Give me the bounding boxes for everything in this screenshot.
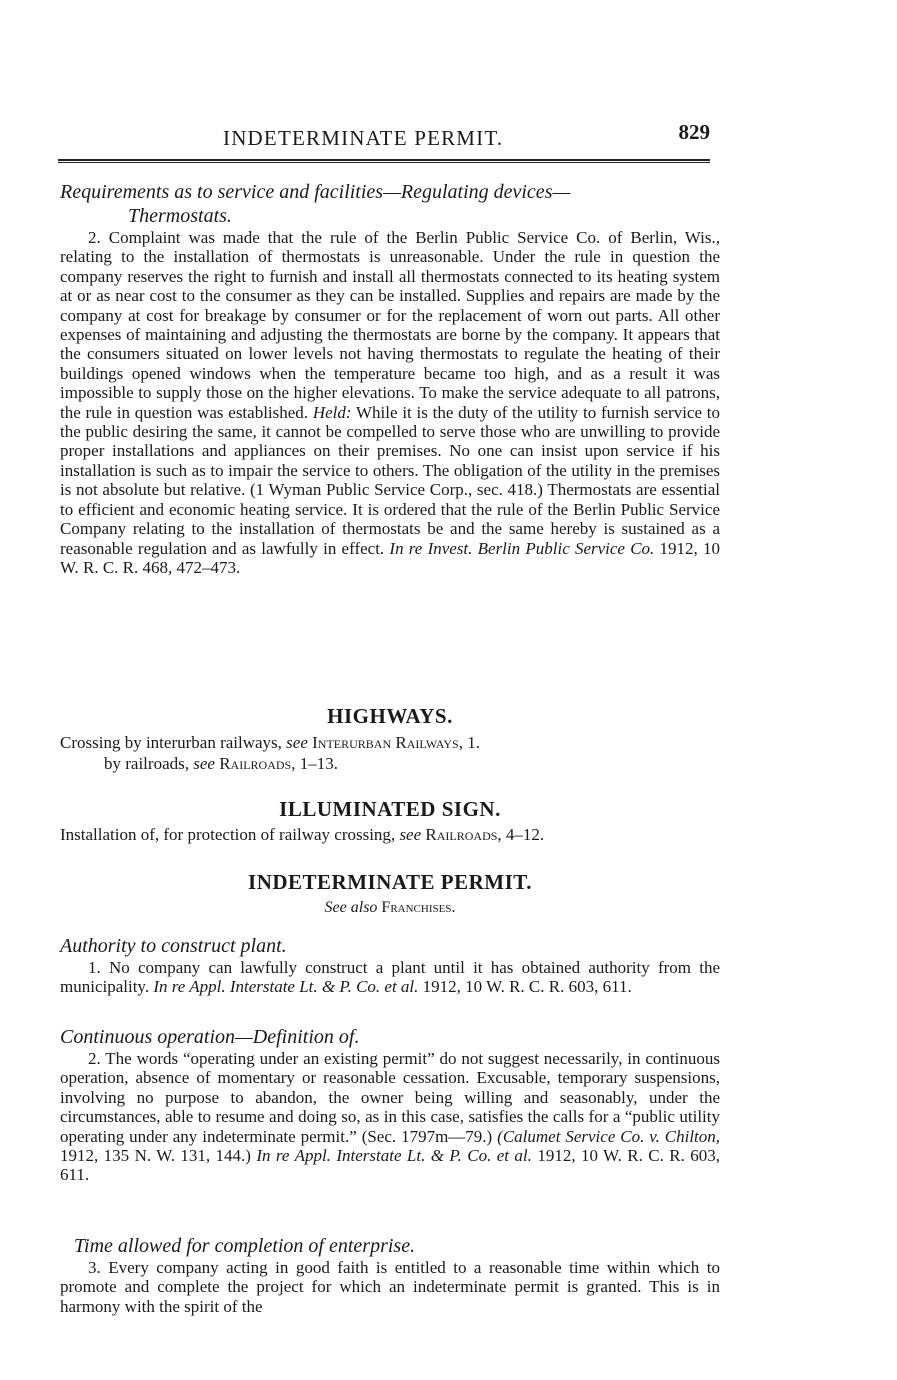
see-label: see — [286, 733, 308, 752]
paragraph-text: 2. The words “operating under an existing permit” do not suggest necessarily, in continuous operation, absence of momentary or reasonable cessation. Excusable, temporary suspensions, involving no purpose to abandon, the owner being willing and seasonably, under the circumstances, able to resume and doing so, as in this case, satisfies the calls for a “public utility operating under any indeterminate permit.” (Sec. 1797m—79.) — [60, 1049, 720, 1146]
see-also-line — [60, 899, 720, 917]
illuminated-entry-1 — [60, 824, 720, 845]
citation-1-rest: 1912, 135 N. W. 131, 144.) — [60, 1146, 251, 1166]
see-label: see — [399, 825, 422, 844]
cross-reference: Railroads — [425, 825, 498, 844]
highways-entry-2 — [60, 753, 720, 774]
entry-text: by railroads, — [104, 754, 189, 773]
paragraph-text: 2. Complaint was made that the rule of the Berlin Public Service Co. of Berlin, Wis., relating to the installation of thermostats is unreasonable. Under the rule in question the company reserves the right to furnish and install all thermostats connected to its heating system at or as near cost to the consumer as they can be installed. Supplies and repairs are made by the company at cost for breakage by consumer or for the replacement of worn out parts. All other expenses of maintaining and adjusting the thermostats are borne by the company. It appears that the consumers situated on lower levels not having thermostats to regulate the heating of their buildings opened windows when the temperature became too high, and as a result it was impossible to supply those on the higher elevations. To make the service adequate to all patrons, the rule in question was established. — [60, 228, 720, 422]
held-label: Held: — [312, 402, 352, 422]
paragraph-2b — [60, 1049, 720, 1185]
entry-text: Installation of, for protection of railway crossing, — [60, 825, 396, 844]
heading-illuminated-sign: ILLUMINATED SIGN. — [279, 797, 501, 821]
reference-number: , 1. — [458, 733, 480, 752]
illuminated-entries — [60, 824, 720, 845]
section-title: Authority to construct plant. — [60, 935, 287, 957]
running-title: INDETERMINATE PERMIT. — [223, 126, 504, 150]
header-rule — [58, 159, 710, 163]
section-authority — [60, 934, 720, 997]
see-also-label: See also — [324, 899, 378, 916]
citation-rest: 1912, 10 W. R. C. R. 603, 611. — [422, 977, 632, 997]
heading-indeterminate-permit: INDETERMINATE PERMIT. — [248, 870, 532, 894]
citation-1-italic: (Calumet Service Co. v. Chilton, — [497, 1126, 721, 1146]
section-title: Continuous operation—Definition of. — [60, 1026, 360, 1048]
paragraph-1 — [60, 958, 720, 997]
section-title-line2: Thermostats. — [128, 205, 232, 227]
citation-2-italic: In re Appl. Interstate Lt. & P. Co. et al. — [256, 1146, 532, 1166]
page-number: 829 — [678, 120, 710, 144]
reference-number: , 4–12. — [497, 825, 545, 844]
paragraph-text: 3. Every company acting in good faith is entitled to a reasonable time within which to promote and complete the project for which an indeterminate permit is granted. This is in harmony with the spirit of the — [60, 1258, 720, 1316]
paragraph-2 — [60, 228, 720, 577]
paragraph-3 — [60, 1258, 720, 1316]
citation-italic: In re Appl. Interstate Lt. & P. Co. et al. — [153, 977, 419, 997]
paragraph-text-2: While it is the duty of the utility to furnish service to the public desiring the same, it cannot be compelled to serve those who are unwilling to provide proper installations and appliances on their premises. No one can insist upon service if his installation is such as to impair the service to others. The obligation of the utility in the premises is not absolute but relative. (1 Wyman Public Service Corp., sec. 418.) Thermostats are essential to efficient and economic heating service. It is ordered that the rule of the Berlin Public Service Company relating to the installation of thermostats be and the same hereby is sustained as a reasonable regulation and as lawfully in effect. — [60, 402, 720, 558]
citation-rest: 1912, 10 W. R. C. R. 468, 472–473. — [60, 538, 721, 577]
see-label: see — [193, 754, 215, 773]
citation-2-rest: 1912, 10 W. R. C. R. 603, 611. — [60, 1146, 721, 1185]
section-title: Time allowed for completion of enterprise. — [74, 1235, 416, 1257]
running-header — [58, 120, 710, 154]
citation-italic: In re Invest. Berlin Public Service Co. — [389, 538, 655, 558]
cross-reference: Railroads — [219, 754, 292, 773]
paragraph-text: 1. No company can lawfully construct a plant until it has obtained authority from the municipality. — [60, 958, 720, 997]
reference-number: , 1–13. — [291, 754, 338, 773]
highways-entries — [60, 732, 720, 774]
cross-reference: Interurban Railways — [312, 733, 459, 752]
entry-text: Crossing by interurban railways, — [60, 733, 282, 752]
section-thermostats — [60, 180, 720, 577]
section-continuous-operation — [60, 1025, 720, 1185]
heading-highways: HIGHWAYS. — [327, 704, 453, 728]
section-time-allowed — [60, 1234, 720, 1316]
section-title — [60, 180, 720, 228]
see-also-reference: Franchises. — [381, 899, 456, 916]
highways-entry-1 — [60, 732, 720, 753]
section-title-line1: Requirements as to service and facilities—Regulating devices— — [60, 181, 571, 203]
